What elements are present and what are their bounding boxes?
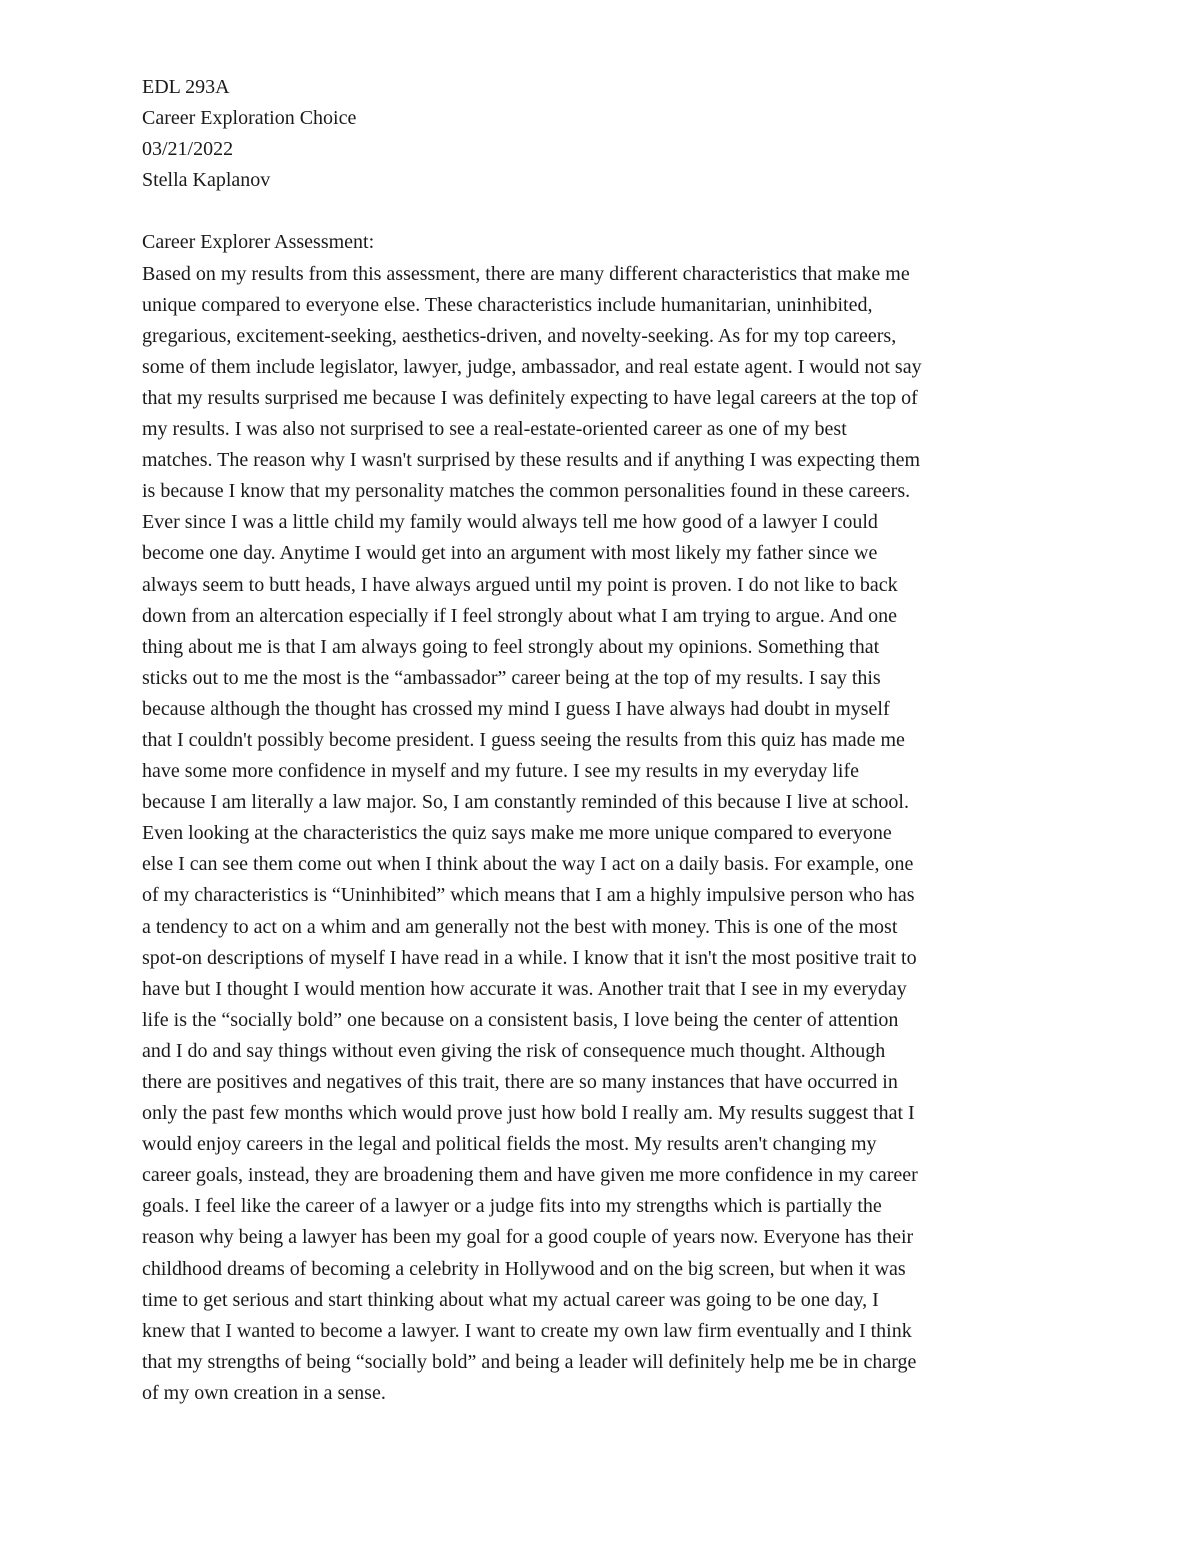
paragraph-line: have some more confidence in myself and my future. I see my results in my everyday life <box>142 760 859 783</box>
paragraph-line: because I am literally a law major. So, I am constantly reminded of this because I live at school. <box>142 791 909 814</box>
section-heading: Career Explorer Assessment: <box>142 231 375 254</box>
document-body <box>142 72 1072 1409</box>
author-name: Stella Kaplanov <box>142 169 271 192</box>
paragraph-line: some of them include legislator, lawyer, judge, ambassador, and real estate agent. I would not say <box>142 355 922 378</box>
paragraph-line: gregarious, excitement-seeking, aesthetics-driven, and novelty-seeking. As for my top careers, <box>142 324 897 347</box>
course-code: EDL 293A <box>142 76 230 98</box>
paragraph-line: and I do and say things without even giving the risk of consequence much thought. Although <box>142 1039 886 1062</box>
paragraph-line: else I can see them come out when I think about the way I act on a daily basis. For example, one <box>142 853 914 876</box>
paragraph-line: sticks out to me the most is the “ambassador” career being at the top of my results. I say this <box>142 666 881 689</box>
paragraph-line: because although the thought has crossed my mind I guess I have always had doubt in myself <box>142 697 890 720</box>
paragraph-line: is because I know that my personality matches the common personalities found in these careers. <box>142 480 911 503</box>
paragraph-line: that I couldn't possibly become president. I guess seeing the results from this quiz has made me <box>142 728 905 751</box>
paragraph-line: knew that I wanted to become a lawyer. I want to create my own law firm eventually and I think <box>142 1319 912 1342</box>
paragraph-line: unique compared to everyone else. These characteristics include humanitarian, uninhibited, <box>142 293 873 316</box>
paragraph-line: spot-on descriptions of myself I have read in a while. I know that it isn't the most positive trait to <box>142 946 917 969</box>
paragraph-line: my results. I was also not surprised to see a real-estate-oriented career as one of my best <box>142 418 847 441</box>
paragraph-line: thing about me is that I am always going to feel strongly about my opinions. Something that <box>142 635 880 658</box>
paragraph-line: only the past few months which would prove just how bold I really am. My results suggest that I <box>142 1102 915 1125</box>
paragraph-line: become one day. Anytime I would get into an argument with most likely my father since we <box>142 542 878 565</box>
paragraph-line: Based on my results from this assessment, there are many different characteristics that make me <box>142 262 910 285</box>
paragraph-line: life is the “socially bold” one because on a consistent basis, I love being the center of attention <box>142 1008 899 1031</box>
paragraph-line: career goals, instead, they are broadening them and have given me more confidence in my career <box>142 1164 918 1187</box>
paragraph-line: of my own creation in a sense. <box>142 1381 386 1404</box>
paragraph-line: have but I thought I would mention how accurate it was. Another trait that I see in my everyday <box>142 977 907 1000</box>
paragraph-line: childhood dreams of becoming a celebrity in Hollywood and on the big screen, but when it was <box>142 1257 906 1280</box>
paragraph-line: would enjoy careers in the legal and political fields the most. My results aren't changing my <box>142 1133 877 1156</box>
paragraph-line: goals. I feel like the career of a lawyer or a judge fits into my strengths which is partially the <box>142 1195 882 1218</box>
paragraph-line: that my strengths of being “socially bold” and being a leader will definitely help me be in charge <box>142 1350 917 1373</box>
paragraph-line: matches. The reason why I wasn't surprised by these results and if anything I was expecting them <box>142 449 921 472</box>
paragraph-line: always seem to butt heads, I have always argued until my point is proven. I do not like to back <box>142 573 898 596</box>
blank-line <box>142 196 1072 227</box>
paragraph-line: time to get serious and start thinking about what my actual career was going to be one day, I <box>142 1288 879 1311</box>
essay-paragraph <box>142 259 1072 1409</box>
paragraph-line: reason why being a lawyer has been my goal for a good couple of years now. Everyone has their <box>142 1226 914 1249</box>
paragraph-line: there are positives and negatives of this trait, there are so many instances that have occurred in <box>142 1071 898 1093</box>
paragraph-line: Even looking at the characteristics the quiz says make me more unique compared to everyone <box>142 822 892 845</box>
paragraph-line: a tendency to act on a whim and am generally not the best with money. This is one of the most <box>142 915 898 938</box>
paragraph-line: Ever since I was a little child my family would always tell me how good of a lawyer I could <box>142 511 878 534</box>
document-date: 03/21/2022 <box>142 138 234 161</box>
paragraph-line: down from an altercation especially if I feel strongly about what I am trying to argue. And one <box>142 604 897 627</box>
assignment-title: Career Exploration Choice <box>142 107 357 130</box>
paragraph-line: that my results surprised me because I was definitely expecting to have legal careers at the top of <box>142 386 918 409</box>
paragraph-line: of my characteristics is “Uninhibited” which means that I am a highly impulsive person who has <box>142 884 915 907</box>
